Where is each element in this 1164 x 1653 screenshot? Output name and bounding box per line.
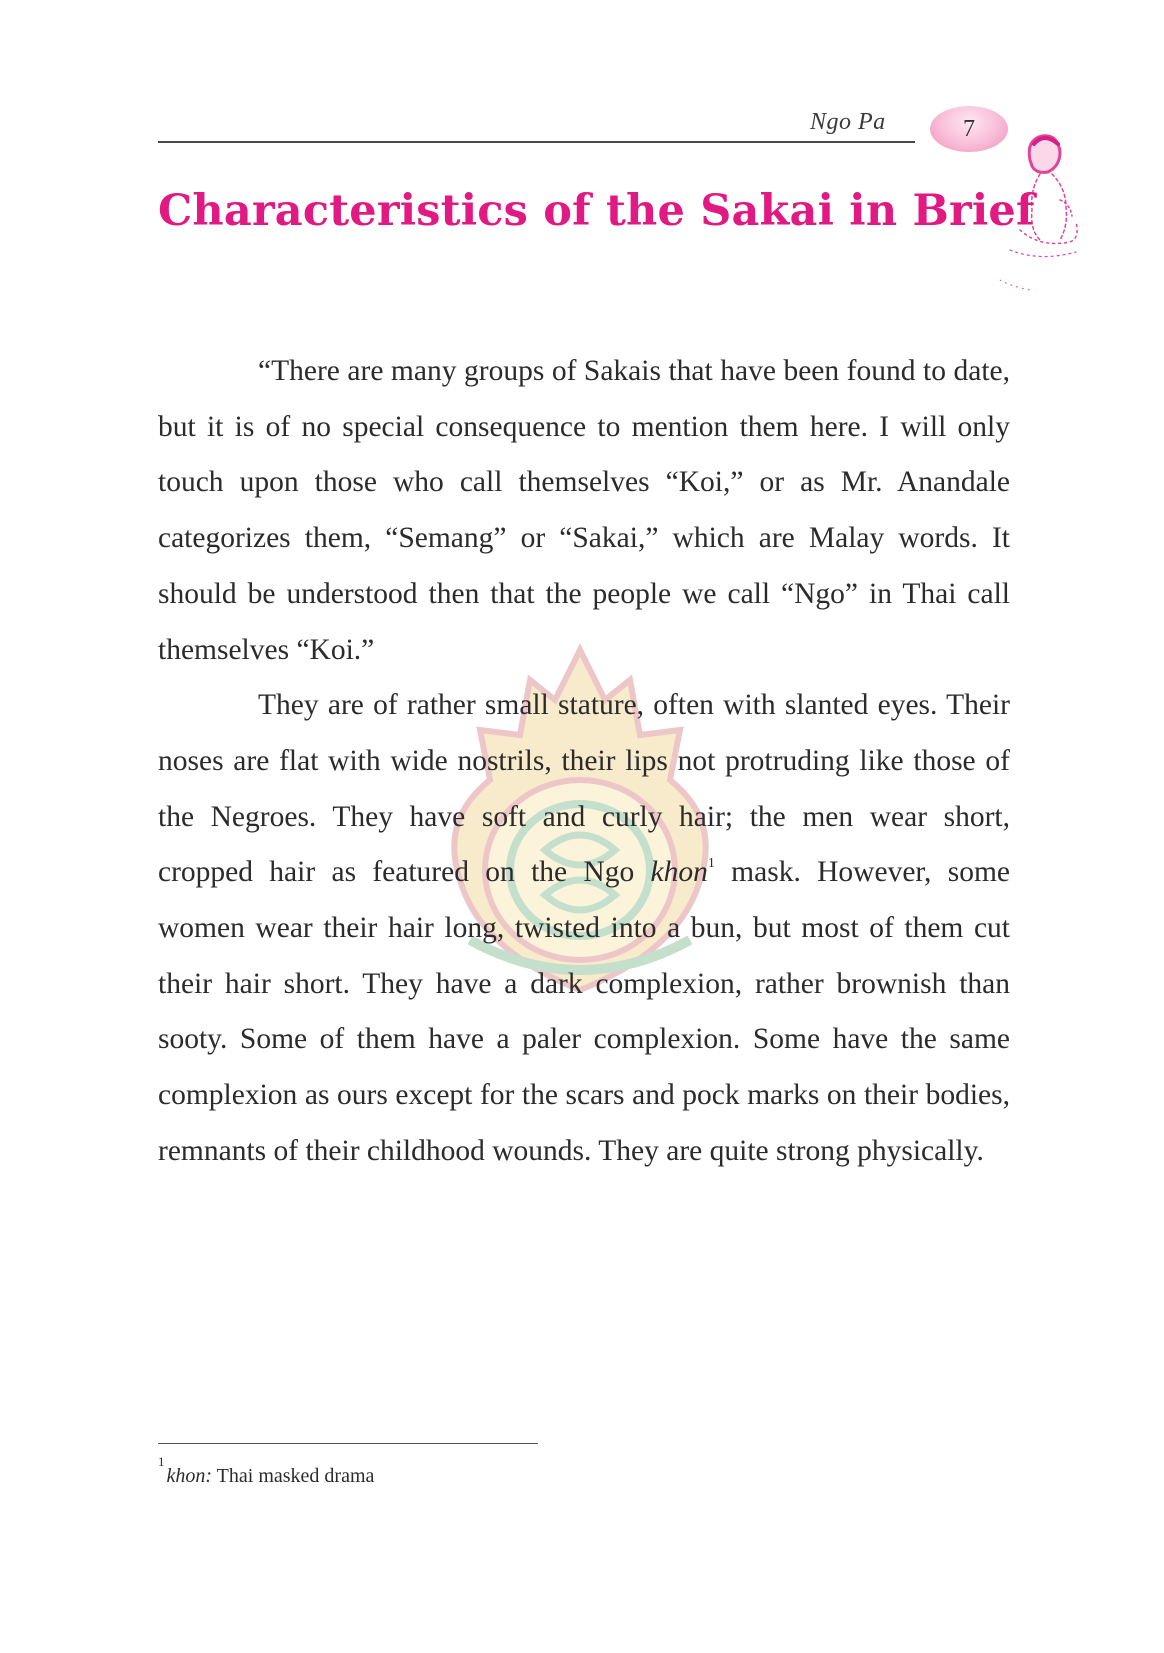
footnote-term: khon: <box>166 1465 213 1487</box>
footnote-text: Thai masked drama <box>212 1465 375 1487</box>
page-number: 7 <box>963 115 975 142</box>
footnote-marker: 1 <box>158 1454 165 1469</box>
paragraph-2-text-a: They are of rather small stature, often with slanted eyes. Their noses are flat with wide nostrils, their lips not protruding like those of the Negroes. They have soft and curly hair; the men wear short, cropped hair as featured on the Ngo <box>158 689 1010 889</box>
running-head-title: Ngo Pa <box>810 109 886 135</box>
khon-term: khon <box>650 856 708 889</box>
header-rule <box>158 141 915 143</box>
page-number-badge <box>930 106 1008 152</box>
footnote <box>158 1454 758 1488</box>
paragraph-1: “There are many groups of Sakais that have been found to date, but it is of no special consequence to mention them here. I will only touch upon those who call themselves “Koi,” or as Mr. Anandale categorizes them, “Semang” or “Sakai,” which are Malay words. It should be understood then that the people we call “Ngo” in Thai call themselves “Koi.” <box>158 355 1010 666</box>
chapter-title: Characteristics of the Sakai in Brief <box>158 186 1035 236</box>
paragraph-2-text-b: mask. However, some women wear their hair long, twisted into a bun, but most of them cut their hair short. They have a dark complexion, rather brownish than sooty. Some of them have a paler complexion. Some have the same complexion as ours except for the scars and pock marks on their bodies, remnants of their childhood wounds. They are quite strong physically. <box>158 856 1011 1167</box>
footnote-reference: 1 <box>707 856 715 872</box>
footnote-rule <box>158 1443 538 1444</box>
body-text <box>158 344 1010 1180</box>
paragraph-2 <box>158 678 1010 1179</box>
